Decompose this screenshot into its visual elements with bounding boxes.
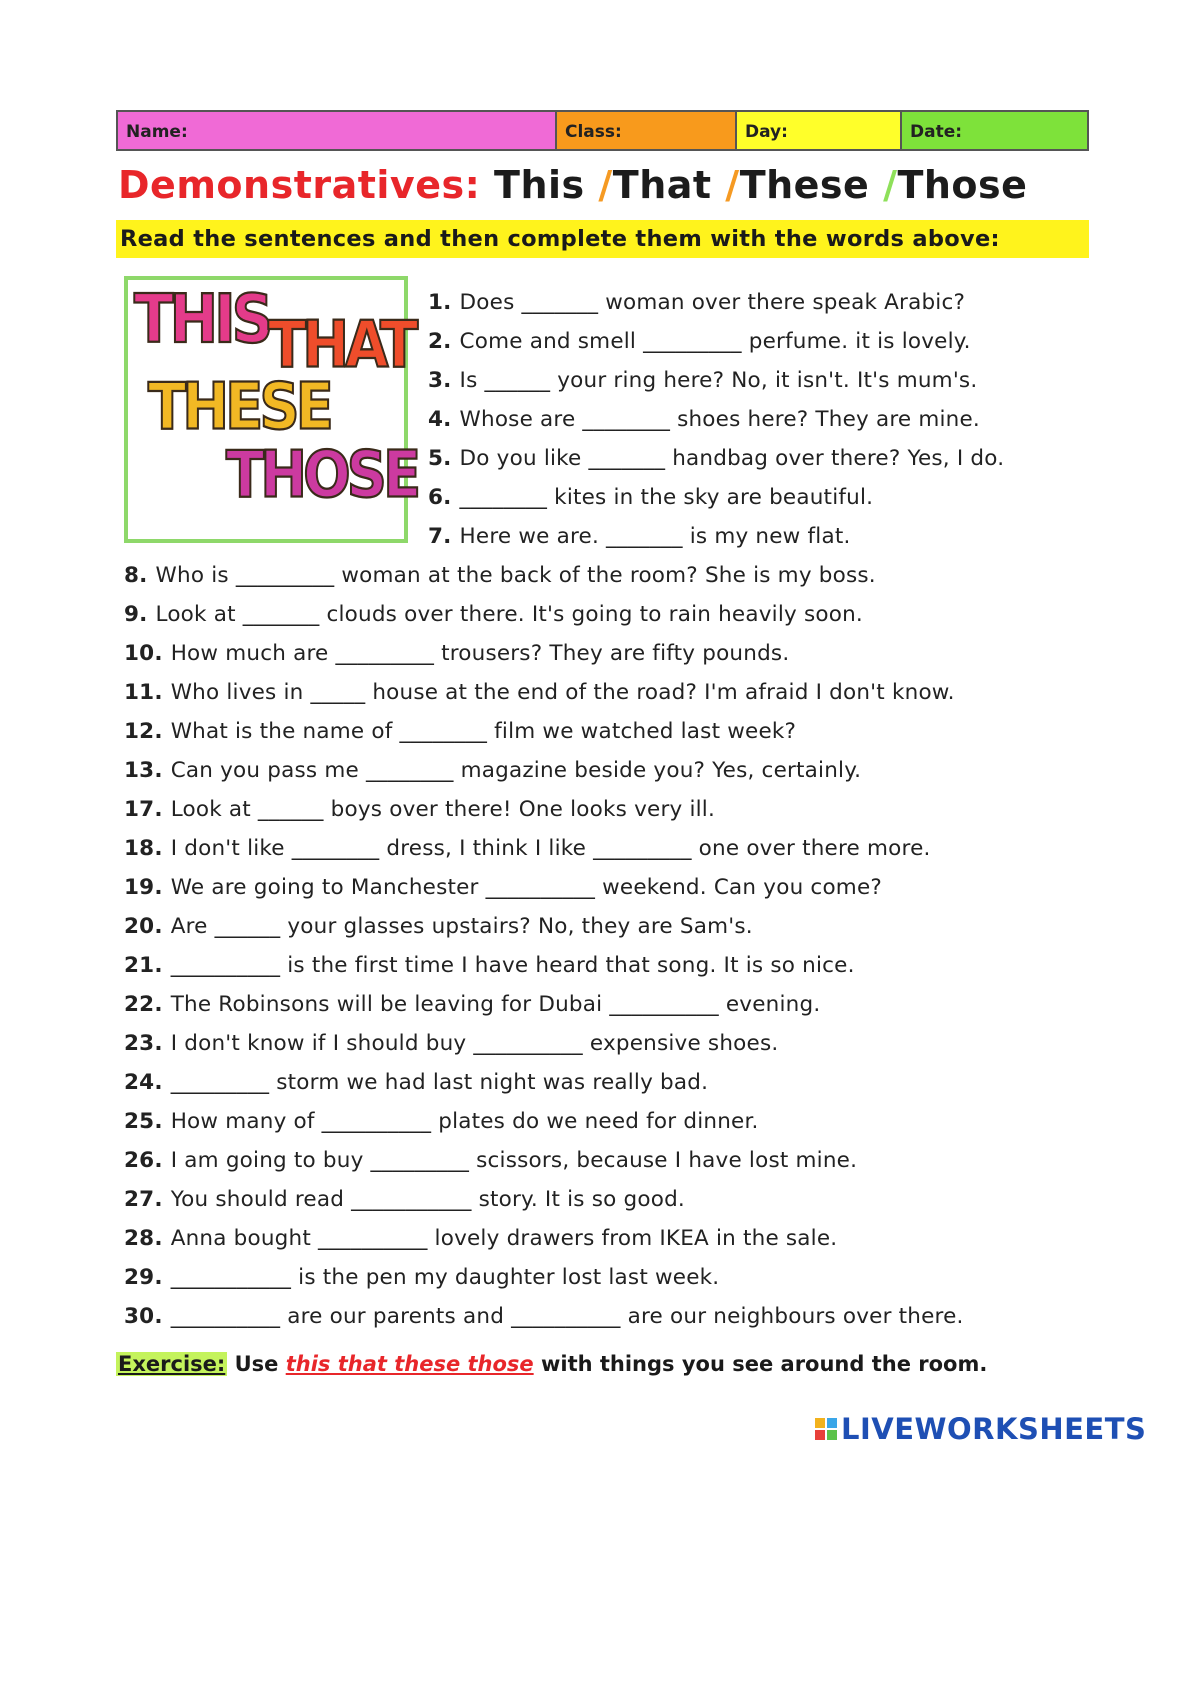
title-slash: / — [725, 163, 740, 207]
question-item[interactable] — [124, 1148, 857, 1173]
title-slash: / — [883, 163, 898, 207]
question-number: 20. — [124, 914, 163, 939]
question-text: I am going to buy _________ scissors, because I have lost mine. — [170, 1148, 858, 1173]
title-word-this: This — [494, 163, 585, 207]
question-number: 27. — [124, 1187, 163, 1212]
question-text: I don't know if I should buy __________ expensive shoes. — [170, 1031, 779, 1056]
question-number: 2. — [428, 329, 452, 354]
question-number: 25. — [124, 1109, 163, 1134]
day-field[interactable] — [737, 112, 902, 149]
instruction-banner: Read the sentences and then complete them with the words above: — [116, 220, 1089, 258]
question-text: I don't like ________ dress, I think I like _________ one over there more. — [170, 836, 931, 861]
question-text: What is the name of ________ film we watched last week? — [170, 719, 797, 744]
question-text: How many of __________ plates do we need for dinner. — [170, 1109, 759, 1134]
title-slash: / — [598, 163, 613, 207]
question-item[interactable] — [124, 602, 863, 627]
question-item[interactable] — [124, 1226, 837, 1251]
question-item[interactable] — [428, 407, 980, 432]
question-item[interactable] — [124, 914, 753, 939]
question-text: ________ kites in the sky are beautiful. — [459, 485, 874, 510]
question-number: 6. — [428, 485, 452, 510]
name-label: Name: — [126, 122, 188, 142]
question-item[interactable] — [428, 368, 977, 393]
question-text: We are going to Manchester __________ weekend. Can you come? — [170, 875, 882, 900]
exercise-label: Exercise: — [118, 1352, 226, 1376]
question-text: Come and smell _________ perfume. it is lovely. — [459, 329, 971, 354]
exercise-words: this that these those — [285, 1352, 534, 1376]
title-word-these: These — [739, 163, 870, 207]
question-item[interactable] — [124, 563, 876, 588]
question-item[interactable] — [124, 1304, 964, 1329]
question-text: __________ are our parents and __________ are our neighbours over there. — [170, 1304, 964, 1329]
question-item[interactable] — [124, 719, 796, 744]
class-label: Class: — [565, 122, 622, 142]
question-number: 28. — [124, 1226, 163, 1251]
question-text: Can you pass me ________ magazine beside you? Yes, certainly. — [170, 758, 862, 783]
liveworksheets-logo-icon — [815, 1418, 837, 1440]
question-number: 11. — [124, 680, 163, 705]
question-item[interactable] — [124, 758, 861, 783]
question-number: 12. — [124, 719, 163, 744]
student-info-bar — [116, 110, 1089, 151]
question-text: __________ is the first time I have heard that song. It is so nice. — [170, 953, 855, 978]
question-number: 18. — [124, 836, 163, 861]
question-text: How much are _________ trousers? They are fifty pounds. — [170, 641, 790, 666]
question-number: 8. — [124, 563, 148, 588]
question-item[interactable] — [124, 641, 789, 666]
exercise-before: Use — [234, 1352, 279, 1376]
question-number: 30. — [124, 1304, 163, 1329]
question-text: Look at ______ boys over there! One looks very ill. — [170, 797, 716, 822]
question-text: Who is _________ woman at the back of the room? She is my boss. — [155, 563, 876, 588]
question-number: 4. — [428, 407, 452, 432]
question-item[interactable] — [428, 446, 1004, 471]
title-prefix: Demonstratives: — [118, 163, 481, 207]
question-item[interactable] — [124, 1031, 778, 1056]
question-text: Is ______ your ring here? No, it isn't. It's mum's. — [459, 368, 978, 393]
question-number: 26. — [124, 1148, 163, 1173]
question-item[interactable] — [428, 329, 971, 354]
question-text: Whose are ________ shoes here? They are mine. — [459, 407, 980, 432]
question-text: Anna bought __________ lovely drawers from IKEA in the sale. — [170, 1226, 838, 1251]
question-number: 9. — [124, 602, 148, 627]
question-number: 3. — [428, 368, 452, 393]
picture-word-these: THESE — [148, 370, 330, 445]
class-field[interactable] — [557, 112, 737, 149]
brand-text: LIVEWORKSHEETS — [841, 1412, 1147, 1446]
question-item[interactable] — [124, 797, 715, 822]
question-text: Look at _______ clouds over there. It's going to rain heavily soon. — [155, 602, 863, 627]
page-title — [118, 163, 1027, 207]
date-label: Date: — [910, 122, 963, 142]
exercise-after: with things you see around the room. — [540, 1352, 988, 1376]
demonstratives-picture — [124, 276, 418, 543]
question-item[interactable] — [124, 680, 955, 705]
question-text: Who lives in _____ house at the end of the road? I'm afraid I don't know. — [170, 680, 955, 705]
question-number: 1. — [428, 290, 452, 315]
date-field[interactable] — [902, 112, 1087, 149]
question-number: 24. — [124, 1070, 163, 1095]
question-text: The Robinsons will be leaving for Dubai __________ evening. — [170, 992, 821, 1017]
day-label: Day: — [745, 122, 788, 142]
picture-word-this: THIS — [134, 279, 270, 359]
question-text: Do you like _______ handbag over there? Yes, I do. — [459, 446, 1005, 471]
question-item[interactable] — [428, 485, 873, 510]
question-item[interactable] — [428, 290, 965, 315]
question-item[interactable] — [124, 1070, 708, 1095]
liveworksheets-logo — [815, 1412, 1146, 1446]
question-number: 21. — [124, 953, 163, 978]
question-text: You should read ___________ story. It is so good. — [170, 1187, 685, 1212]
picture-word-those: THOSE — [226, 438, 418, 513]
question-number: 7. — [428, 524, 452, 549]
question-item[interactable] — [124, 1187, 685, 1212]
title-word-that: That — [612, 163, 712, 207]
question-item[interactable] — [428, 524, 851, 549]
question-item[interactable] — [124, 1109, 759, 1134]
question-number: 29. — [124, 1265, 163, 1290]
question-text: Does _______ woman over there speak Arabic? — [459, 290, 966, 315]
question-number: 22. — [124, 992, 163, 1017]
question-text: _________ storm we had last night was really bad. — [170, 1070, 709, 1095]
question-text: Here we are. _______ is my new flat. — [459, 524, 851, 549]
question-item[interactable] — [124, 836, 931, 861]
question-number: 13. — [124, 758, 163, 783]
question-number: 5. — [428, 446, 452, 471]
question-item[interactable] — [124, 1265, 719, 1290]
question-number: 10. — [124, 641, 163, 666]
question-text: ___________ is the pen my daughter lost last week. — [170, 1265, 720, 1290]
question-number: 19. — [124, 875, 163, 900]
title-word-those: Those — [897, 163, 1028, 207]
question-item[interactable] — [124, 953, 855, 978]
picture-word-that: THAT — [268, 308, 415, 383]
question-number: 23. — [124, 1031, 163, 1056]
question-number: 17. — [124, 797, 163, 822]
exercise-line — [116, 1352, 987, 1376]
question-item[interactable] — [124, 992, 820, 1017]
question-text: Are ______ your glasses upstairs? No, they are Sam's. — [170, 914, 753, 939]
question-item[interactable] — [124, 875, 882, 900]
name-field[interactable] — [118, 112, 557, 149]
